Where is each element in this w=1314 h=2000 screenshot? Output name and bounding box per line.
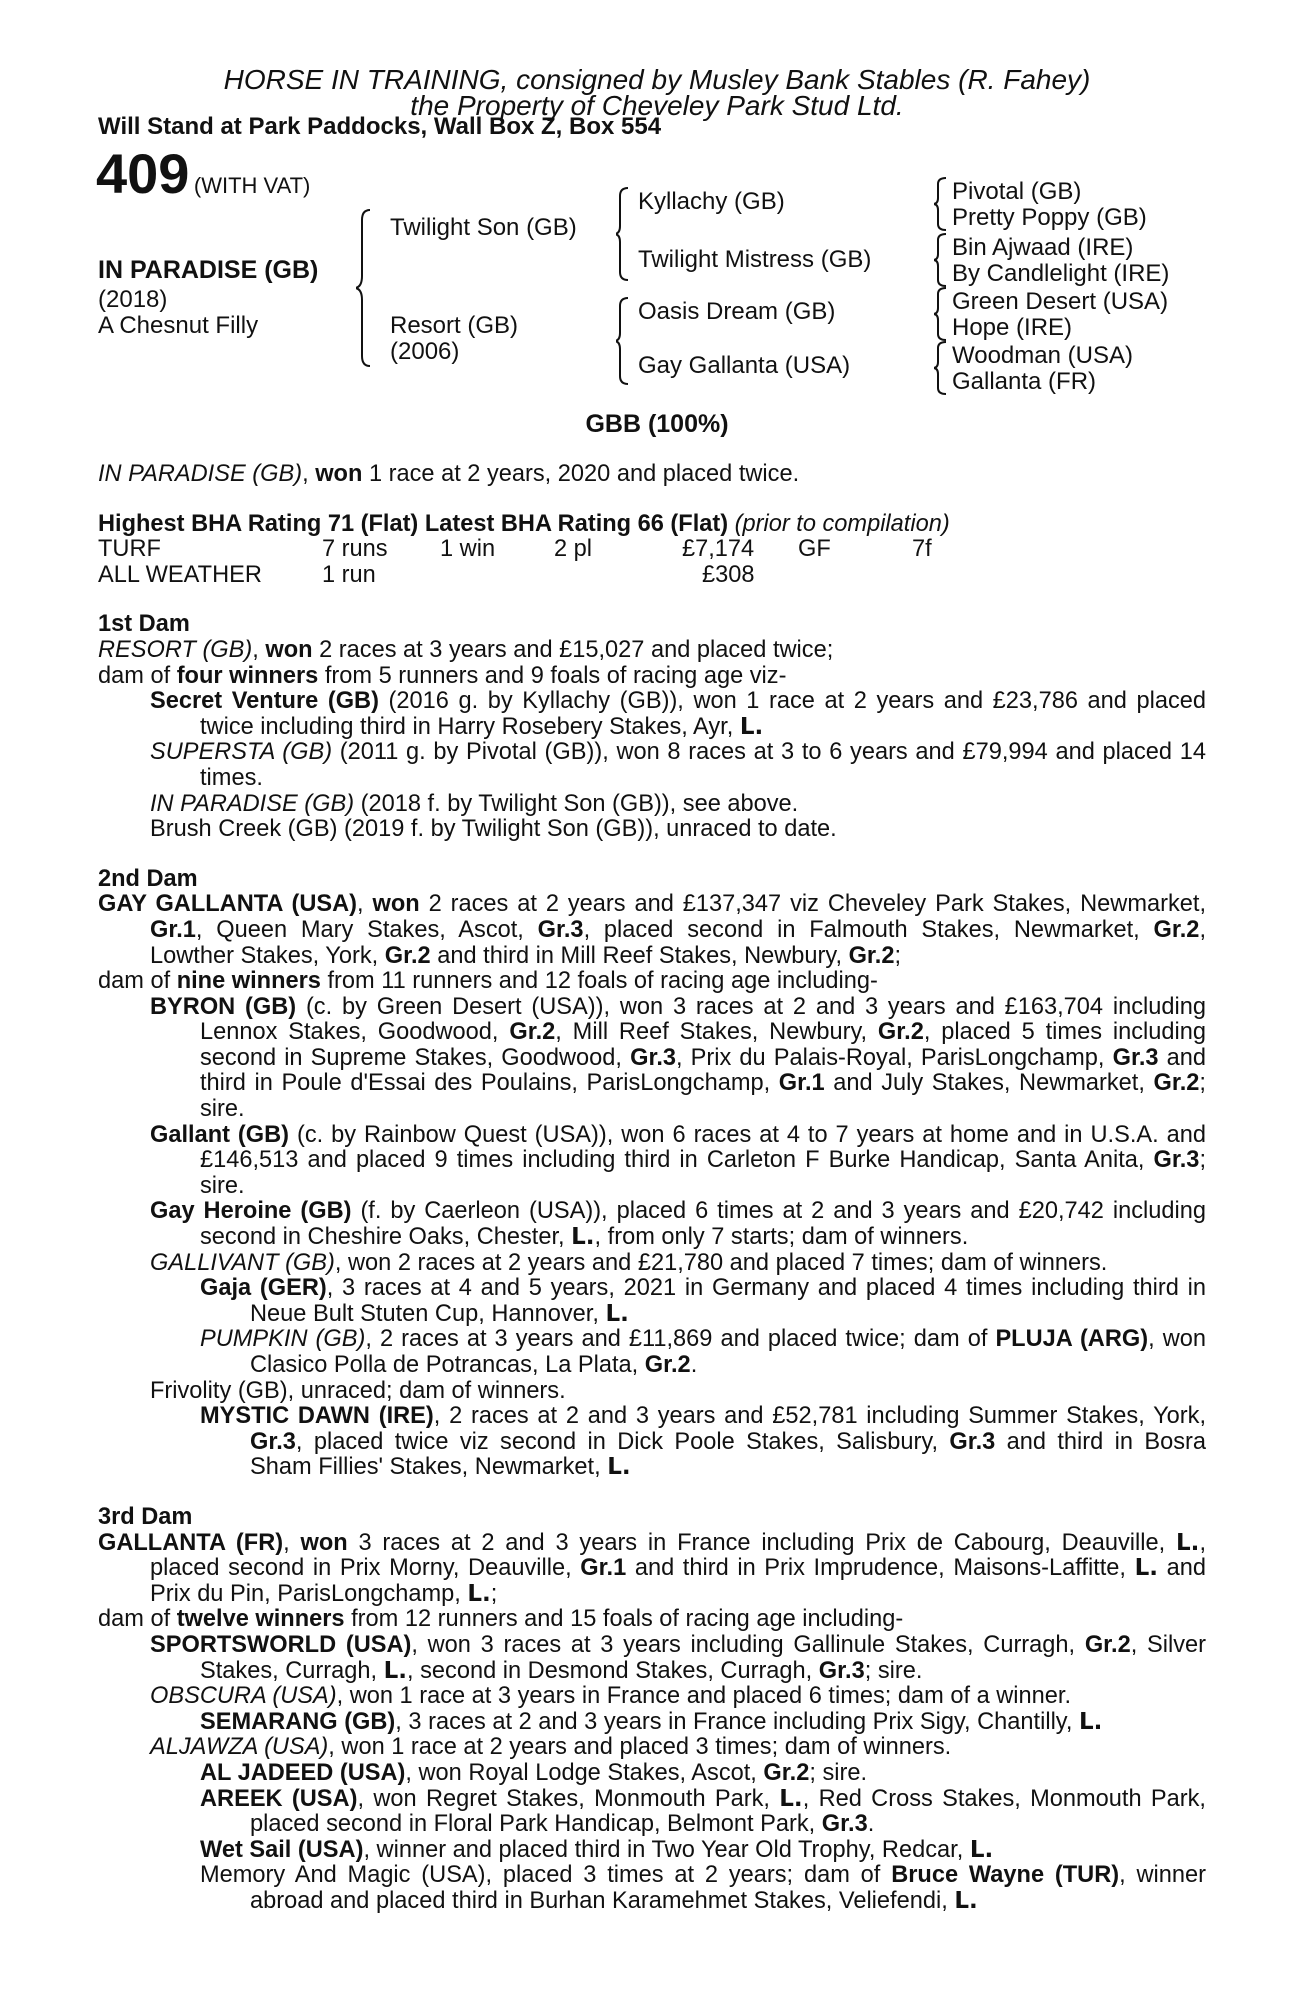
dds: Woodman (USA): [952, 342, 1133, 369]
horse-description: A Chesnut Filly: [98, 312, 259, 339]
turf-record: TURF 7 runs 1 win 2 pl £7,174 GF 7f: [98, 536, 932, 563]
property-line: the Property of Cheveley Park Stud Ltd.: [410, 90, 904, 121]
pedigree-brace-3a: [934, 176, 954, 232]
horse-year: (2018): [98, 286, 168, 313]
gbb-rating: GBB (100%): [585, 410, 729, 438]
race-summary: IN PARADISE (GB), won 1 race at 2 years, 2020 and placed twice.: [98, 461, 800, 487]
catalogue-body: [98, 462, 1206, 1914]
second-dam-text: GAY GALLANTA (USA), won 2 races at 2 years and £137,347 viz Cheveley Park Stakes, Newmarket, Gr.1, Queen Mary Stakes, Ascot, Gr.3, placed second in Falmouth Stakes, Newmarket, Gr.2, Lowther Stakes, York, Gr.2 and third in Mill Reef Stakes, Newbury, Gr.2;: [98, 891, 1206, 969]
stand-line: Will Stand at Park Paddocks, Wall Box Z, Box 554: [98, 113, 662, 140]
first-dam-produce: dam of four winners from 5 runners and 9 foals of racing age viz-: [98, 662, 787, 689]
produce-memory-and-magic: Memory And Magic (USA), placed 3 times at 2 years; dam of Bruce Wayne (TUR), winner abroad and placed third in Burhan Karamehmet Stakes, Veliefendi, L.: [200, 1862, 1206, 1914]
produce-supersta: SUPERSTA (GB) (2011 g. by Pivotal (GB)), won 8 races at 3 to 6 years and £79,994 and placed 14 times.: [150, 739, 1206, 791]
produce-areek: AREEK (USA), won Regret Stakes, Monmouth Park, L., Red Cross Stakes, Monmouth Park, placed second in Floral Park Handicap, Belmont Park, Gr.3.: [200, 1785, 1206, 1838]
second-dam-produce: dam of nine winners from 11 runners and 12 foals of racing age including-: [98, 968, 878, 995]
dss: Green Desert (USA): [952, 288, 1169, 315]
produce-gaja: Gaja (GER), 3 races at 4 and 5 years, 2021 in Germany and placed 4 times including third in Neue Bult Stuten Cup, Hannover, L.: [200, 1275, 1206, 1327]
produce-gallant: Gallant (GB) (c. by Rainbow Quest (USA)), won 6 races at 4 to 7 years at home and in U.S.A. and £146,513 and placed 9 times including third in Carleton F Burke Handicap, Santa Anita, Gr.3; sire.: [150, 1121, 1206, 1199]
dam-sire: Oasis Dream (GB): [638, 298, 836, 325]
produce-al-jadeed: AL JADEED (USA), won Royal Lodge Stakes, Ascot, Gr.2; sire.: [200, 1759, 868, 1786]
sds: Bin Ajwaad (IRE): [952, 234, 1134, 261]
lot-number-block: [96, 142, 311, 205]
vat-note: (WITH VAT): [193, 173, 311, 198]
ssd: Pretty Poppy (GB): [952, 204, 1147, 231]
third-dam-heading: 3rd Dam: [98, 1503, 193, 1530]
sss: Pivotal (GB): [952, 178, 1082, 205]
produce-pumpkin: PUMPKIN (GB), 2 races at 3 years and £11,869 and placed twice; dam of PLUJA (ARG), won Clasico Polla de Potrancas, La Plata, Gr.2.: [200, 1326, 1206, 1378]
produce-gay-heroine: Gay Heroine (GB) (f. by Caerleon (USA)), placed 6 times at 2 and 3 years and £20,742 including second in Cheshire Oaks, Chester, L., from only 7 starts; dam of winners.: [150, 1198, 1207, 1251]
ddd: Gallanta (FR): [952, 368, 1097, 395]
horse-name: IN PARADISE (GB): [98, 256, 319, 284]
all-weather-record: ALL WEATHER 1 run £308: [98, 561, 755, 588]
ratings-line: Highest BHA Rating 71 (Flat) Latest BHA Rating 66 (Flat) (prior to compilation): [98, 510, 950, 537]
produce-aljawza: ALJAWZA (USA), won 1 race at 2 years and placed 3 times; dam of winners.: [150, 1734, 952, 1761]
produce-frivolity: Frivolity (GB), unraced; dam of winners.: [150, 1377, 566, 1404]
pedigree-brace-3d: [934, 340, 954, 396]
dsd: Hope (IRE): [952, 314, 1073, 341]
produce-semarang: SEMARANG (GB), 3 races at 2 and 3 years in France including Prix Sigy, Chantilly, L.: [200, 1708, 1103, 1735]
produce-brush-creek: Brush Creek (GB) (2019 f. by Twilight Son (GB)), unraced to date.: [150, 816, 837, 843]
produce-gallivant: GALLIVANT (GB), won 2 races at 2 years and £21,780 and placed 7 times; dam of winners.: [150, 1249, 1108, 1276]
pedigree-brace-2a: [616, 186, 640, 282]
dam-year: (2006): [390, 338, 460, 365]
dam-dam: Gay Gallanta (USA): [638, 352, 851, 379]
sire: Twilight Son (GB): [390, 214, 577, 241]
third-dam-produce: dam of twelve winners from 12 runners and 15 foals of racing age including-: [98, 1606, 904, 1633]
first-dam-text: RESORT (GB), won 2 races at 3 years and £15,027 and placed twice;: [98, 636, 834, 663]
pedigree-brace-3b: [934, 232, 954, 288]
third-dam-text: GALLANTA (FR), won 3 races at 2 and 3 years in France including Prix de Cabourg, Deauville, L., placed second in Prix Morny, Deauville, Gr.1 and third in Prix Imprudence, Maisons-Laffitte, L. and Prix du Pin, ParisLongchamp, L.;: [98, 1529, 1206, 1607]
pedigree-brace-1: [356, 208, 386, 368]
produce-secret-venture: Secret Venture (GB) (2016 g. by Kyllachy (GB)), won 1 race at 2 years and £23,786 and placed twice including third in Harry Rosebery Stakes, Ayr, L.: [150, 688, 1206, 740]
produce-mystic-dawn: MYSTIC DAWN (IRE), 2 races at 2 and 3 years and £52,781 including Summer Stakes, York, Gr.3, placed twice viz second in Dick Poole Stakes, Salisbury, Gr.3 and third in Bosra Sham Fillies' Stakes, Newmarket, L.: [200, 1403, 1207, 1481]
sdd: By Candlelight (IRE): [952, 260, 1170, 287]
produce-obscura: OBSCURA (USA), won 1 race at 3 years in France and placed 6 times; dam of a winner.: [150, 1683, 1072, 1710]
produce-sportsworld: SPORTSWORLD (USA), won 3 races at 3 years including Gallinule Stakes, Curragh, Gr.2, Silver Stakes, Curragh, L., second in Desmond Stakes, Curragh, Gr.3; sire.: [150, 1631, 1207, 1684]
sire-dam: Twilight Mistress (GB): [638, 246, 872, 273]
pedigree-brace-3c: [934, 286, 954, 342]
produce-byron: BYRON (GB) (c. by Green Desert (USA)), won 3 races at 2 and 3 years and £163,704 including Lennox Stakes, Goodwood, Gr.2, Mill Reef Stakes, Newbury, Gr.2, placed 5 times including second in Supreme Stakes, Goodwood, Gr.3, Prix du Palais-Royal, ParisLongchamp, Gr.3 and third in Poule d'Essai des Poulains, ParisLongchamp, Gr.1 and July Stakes, Newmarket, Gr.2; sire.: [150, 993, 1207, 1123]
consignment-line: HORSE IN TRAINING, consigned by Musley Bank Stables (R. Fahey): [223, 64, 1091, 95]
second-dam-heading: 2nd Dam: [98, 865, 198, 892]
lot-number: 409: [96, 142, 190, 205]
sire-sire: Kyllachy (GB): [638, 188, 785, 215]
produce-in-paradise: IN PARADISE (GB) (2018 f. by Twilight Son (GB)), see above.: [150, 790, 799, 817]
pedigree-brace-2b: [616, 296, 640, 386]
produce-wet-sail: Wet Sail (USA), winner and placed third in Two Year Old Trophy, Redcar, L.: [200, 1836, 994, 1863]
dam: Resort (GB): [390, 312, 519, 339]
first-dam-heading: 1st Dam: [98, 611, 190, 638]
